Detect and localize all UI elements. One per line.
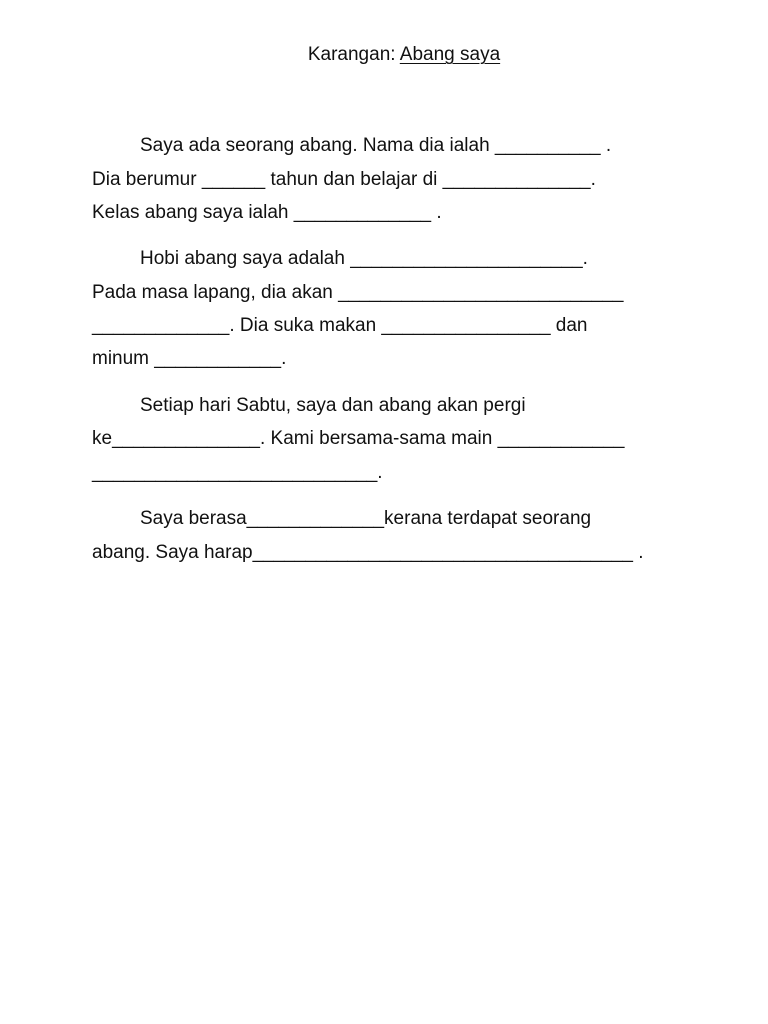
paragraph-2-line-4: minum ____________. xyxy=(92,348,287,369)
paragraph-1-line-3: Kelas abang saya ialah _____________ . xyxy=(92,202,442,223)
paragraph-2-line-2: Pada masa lapang, dia akan ___________________________ xyxy=(92,282,624,303)
paragraph-4-line-2: abang. Saya harap____________________________________ . xyxy=(92,542,644,563)
paragraph-3-line-3: ___________________________. xyxy=(92,462,383,483)
paragraph-3-line-1: Setiap hari Sabtu, saya dan abang akan pergi xyxy=(140,395,526,416)
essay-title xyxy=(0,43,768,67)
title-prefix: Karangan: xyxy=(307,44,400,65)
title-subject: Abang saya xyxy=(399,44,501,65)
paragraph-1-line-2: Dia berumur ______ tahun dan belajar di ______________. xyxy=(92,169,596,190)
paragraph-1-line-1: Saya ada seorang abang. Nama dia ialah __________ . xyxy=(140,135,612,156)
paragraph-3-line-2: ke______________. Kami bersama-sama main ____________ xyxy=(92,428,625,449)
paragraph-2-line-3: _____________. Dia suka makan ________________ dan xyxy=(92,315,588,336)
paragraph-2-line-1: Hobi abang saya adalah ______________________. xyxy=(140,248,588,269)
paragraph-4-line-1: Saya berasa_____________kerana terdapat seorang xyxy=(140,508,592,529)
